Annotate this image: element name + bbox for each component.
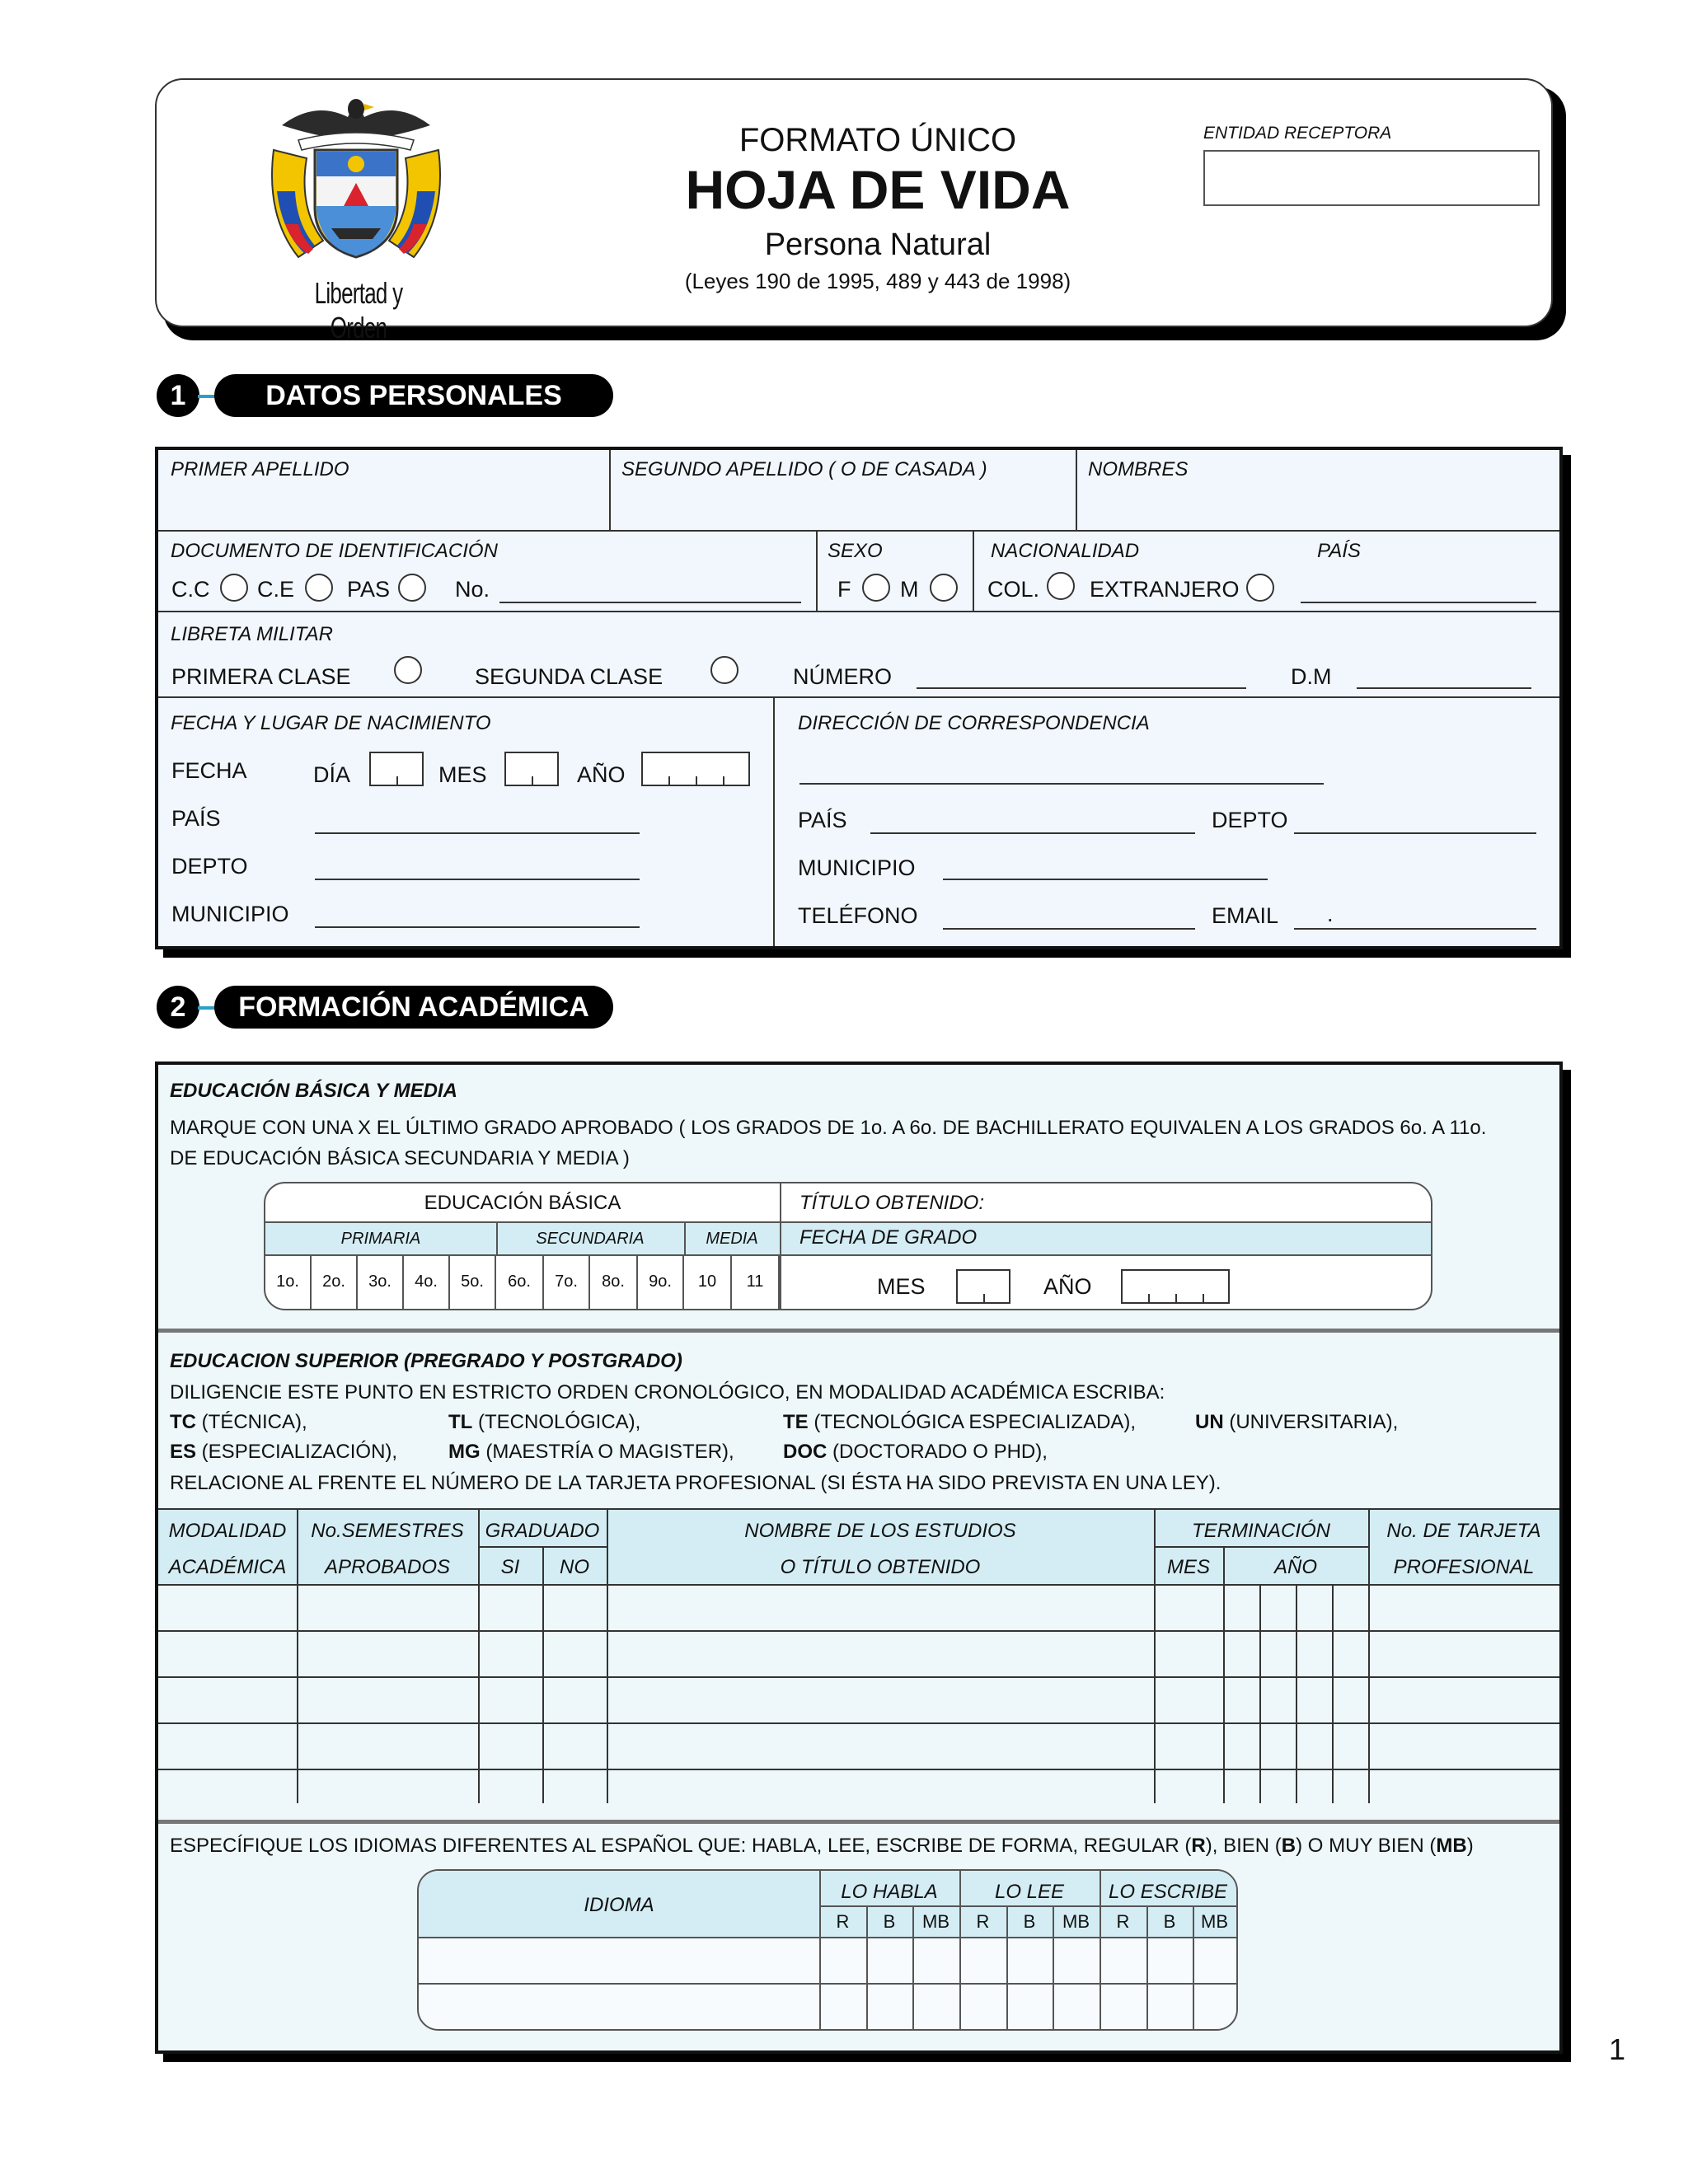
- lo-escribe-label: LO ESCRIBE: [1108, 1881, 1228, 1903]
- nac-pais-input[interactable]: [315, 832, 640, 834]
- modalidad-code: TE: [783, 1411, 809, 1433]
- modalidad-text: (TECNOLÓGICA ESPECIALIZADA),: [808, 1411, 1137, 1433]
- ce-label: C.E: [257, 577, 295, 602]
- grades-line-1: [265, 1221, 1431, 1223]
- level-header-mb: MB: [1062, 1911, 1090, 1932]
- nacionalidad-label: NACIONALIDAD: [991, 540, 1140, 562]
- mes-input[interactable]: [504, 752, 559, 786]
- modalidad-text: (ESPECIALIZACIÓN),: [196, 1441, 398, 1463]
- idiomas-text-a: ESPECÍFIQUE LOS IDIOMAS DIFERENTES AL ESPAÑOL QUE: HABLA, LEE, ESCRIBE DE FORMA, REGULAR (: [170, 1835, 1192, 1857]
- dia-tick: [396, 776, 398, 786]
- col-nombre-1: NOMBRE DE LOS ESTUDIOS: [744, 1520, 1016, 1542]
- modalidad-un: [1195, 1411, 1398, 1434]
- secundaria-label: SECUNDARIA: [536, 1230, 645, 1248]
- grade-cell-4[interactable]: 4o.: [404, 1254, 450, 1309]
- nombres-label: NOMBRES: [1088, 458, 1189, 480]
- modalidad-text: (DOCTORADO O PHD),: [827, 1441, 1048, 1463]
- col-modalidad-1: MODALIDAD: [168, 1520, 287, 1542]
- grades-table: [264, 1182, 1432, 1310]
- level-header-b: B: [1023, 1911, 1036, 1932]
- modalidad-code: TC: [170, 1411, 196, 1433]
- email-label: EMAIL: [1212, 903, 1279, 928]
- nac-depto-input[interactable]: [315, 879, 640, 880]
- dir-municipio-label: MUNICIPIO: [798, 855, 916, 880]
- section1-title: DATOS PERSONALES: [214, 374, 613, 417]
- cc-label: C.C: [171, 577, 210, 602]
- mes-tick: [532, 776, 533, 786]
- grado-anio-label: AÑO: [1043, 1274, 1092, 1299]
- col-terminacion: TERMINACIÓN: [1192, 1520, 1330, 1542]
- superior-table-row[interactable]: [158, 1770, 1559, 1803]
- media-label: MEDIA: [706, 1230, 758, 1248]
- level-header-mb: MB: [1201, 1911, 1228, 1932]
- fecha-label: FECHA: [171, 758, 247, 783]
- mes-label: MES: [438, 762, 487, 787]
- grado-mes-label: MES: [877, 1274, 926, 1299]
- dir-depto-label: DEPTO: [1212, 808, 1288, 832]
- nac-depto-label: DEPTO: [171, 854, 248, 879]
- dir-municipio-input[interactable]: [943, 879, 1268, 880]
- grade-cell-2[interactable]: 2o.: [312, 1254, 358, 1309]
- col-term-anio: AÑO: [1273, 1556, 1317, 1578]
- col-no: NO: [560, 1556, 589, 1578]
- nac-pais-label: PAÍS: [171, 806, 221, 831]
- m-radio[interactable]: [930, 574, 958, 602]
- col-semestres-2: APROBADOS: [324, 1556, 451, 1578]
- idiomas-table: [417, 1869, 1238, 2031]
- modalidad-tl: [448, 1411, 640, 1434]
- level-header-b: B: [883, 1911, 896, 1932]
- modalidad-code: TL: [448, 1411, 473, 1433]
- grade-cell-7[interactable]: 7o.: [544, 1254, 590, 1309]
- superior-table-row[interactable]: [158, 1586, 1559, 1630]
- coat-of-arms-logo: [265, 92, 447, 282]
- anio-tick-3: [723, 776, 724, 786]
- nac-municipio-label: MUNICIPIO: [171, 902, 289, 926]
- documento-label: DOCUMENTO DE IDENTIFICACIÓN: [171, 540, 498, 562]
- superior-intro: DILIGENCIE ESTE PUNTO EN ESTRICTO ORDEN CRONOLÓGICO, EN MODALIDAD ACADÉMICA ESCRIBA:: [170, 1381, 1165, 1404]
- nac-municipio-input[interactable]: [315, 926, 640, 928]
- anio-label: AÑO: [577, 762, 626, 787]
- anio-input[interactable]: [641, 752, 750, 786]
- pas-label: PAS: [347, 577, 391, 602]
- idiomas-b: B: [1281, 1835, 1296, 1857]
- modalidad-mg: [448, 1441, 734, 1464]
- level-header-r: R: [976, 1911, 990, 1932]
- extranjero-label: EXTRANJERO: [1090, 577, 1240, 602]
- section1-number: 1: [157, 374, 199, 417]
- section2-title: FORMACIÓN ACADÉMICA: [214, 986, 613, 1029]
- dia-label: DÍA: [313, 762, 351, 787]
- col-graduado: GRADUADO: [485, 1520, 600, 1542]
- segunda-clase-radio[interactable]: [710, 656, 738, 684]
- entity-label: ENTIDAD RECEPTORA: [1203, 124, 1392, 143]
- page-number: 1: [1609, 2032, 1626, 2066]
- no-label: No.: [455, 577, 490, 602]
- basica-title: EDUCACIÓN BÁSICA Y MEDIA: [170, 1080, 457, 1102]
- fecha-grado-label: FECHA DE GRADO: [799, 1226, 978, 1249]
- fecha-lugar-label: FECHA Y LUGAR DE NACIMIENTO: [171, 712, 491, 734]
- col-nombre-2: O TÍTULO OBTENIDO: [780, 1556, 981, 1578]
- sup-hline-graduado: [478, 1546, 607, 1548]
- grado-mes-tick: [983, 1294, 985, 1304]
- modalidad-code: DOC: [783, 1441, 828, 1463]
- grado-mes-input[interactable]: [956, 1269, 1010, 1304]
- grado-anio-tick-1: [1148, 1294, 1150, 1304]
- sexo-label: SEXO: [828, 540, 883, 562]
- col-term-mes: MES: [1166, 1556, 1210, 1578]
- level-header-r: R: [1116, 1911, 1130, 1932]
- modalidad-te: [783, 1411, 1136, 1434]
- s1-col-divider-3: [816, 532, 818, 611]
- direccion-input[interactable]: [799, 783, 1324, 785]
- anio-tick-1: [668, 776, 670, 786]
- telefono-input[interactable]: [943, 928, 1195, 930]
- email-dot: .: [1327, 902, 1334, 926]
- modalidad-text: (TÉCNICA),: [196, 1411, 307, 1433]
- s1-col-divider-1: [609, 450, 611, 530]
- grado-anio-tick-3: [1203, 1294, 1204, 1304]
- form-subtitle: Persona Natural: [764, 227, 992, 262]
- grade-cell-3[interactable]: 3o.: [358, 1254, 404, 1309]
- lo-habla-label: LO HABLA: [841, 1881, 938, 1903]
- primer-apellido-label: PRIMER APELLIDO: [171, 458, 349, 480]
- grade-cell-11[interactable]: 11: [732, 1254, 780, 1309]
- idioma-label: IDIOMA: [584, 1894, 654, 1916]
- form-line1: FORMATO ÚNICO: [738, 122, 1017, 158]
- pas-radio[interactable]: [398, 574, 426, 602]
- modalidad-text: (MAESTRÍA O MAGISTER),: [480, 1441, 734, 1463]
- idiomas-text: [170, 1835, 1474, 1858]
- col-label: COL.: [987, 577, 1040, 602]
- anio-tick-2: [696, 776, 697, 786]
- col-semestres-1: No.SEMESTRES: [311, 1520, 464, 1542]
- idiomas-text-d: ): [1466, 1835, 1474, 1857]
- extranjero-radio[interactable]: [1246, 574, 1274, 602]
- grade-cell-1[interactable]: 1o.: [265, 1254, 312, 1309]
- pais-nacionalidad-input[interactable]: [1301, 602, 1536, 603]
- modalidad-es: [170, 1441, 397, 1464]
- modalidad-code: ES: [170, 1441, 197, 1463]
- idiomas-r: R: [1191, 1835, 1206, 1857]
- modalidad-text: (TECNOLÓGICA),: [472, 1411, 641, 1433]
- grade-cell-6[interactable]: 6o.: [496, 1254, 544, 1309]
- grade-cell-10[interactable]: 10: [684, 1254, 732, 1309]
- col-radio[interactable]: [1047, 572, 1075, 600]
- idiomas-mb: MB: [1436, 1835, 1467, 1857]
- form-laws: (Leyes 190 de 1995, 489 y 443 de 1998): [684, 269, 1071, 293]
- document-number-input[interactable]: [499, 602, 801, 603]
- dm-label: D.M: [1291, 664, 1332, 689]
- modalidad-tc: [170, 1411, 307, 1434]
- idiomas-text-b: ), BIEN (: [1205, 1835, 1282, 1857]
- basica-text: MARQUE CON UNA X EL ÚLTIMO GRADO APROBADO ( LOS GRADOS DE 1o. A 6o. DE BACHILLERATO EQUIVALEN A LOS GRADOS 6o. A 11o. DE EDUCACIÓN BÁSICA SECUNDARIA Y MEDIA ): [170, 1117, 1487, 1169]
- dia-input[interactable]: [369, 752, 424, 786]
- s2-divider-1: [158, 1329, 1559, 1333]
- page-title: HOJA DE VIDA: [685, 159, 1071, 220]
- dir-depto-input[interactable]: [1294, 832, 1536, 834]
- s1-col-divider-4: [973, 532, 974, 611]
- segundo-apellido-label: SEGUNDO APELLIDO ( O DE CASADA ): [621, 458, 987, 480]
- modalidad-doc: [783, 1441, 1048, 1464]
- grado-anio-input[interactable]: [1121, 1269, 1230, 1304]
- s1-row-divider-2: [158, 611, 1559, 612]
- numero-label: NÚMERO: [793, 664, 892, 689]
- ce-radio[interactable]: [305, 574, 333, 602]
- level-header-r: R: [836, 1911, 850, 1932]
- level-header-b: B: [1163, 1911, 1176, 1932]
- modalidad-text: (UNIVERSITARIA),: [1223, 1411, 1399, 1433]
- idiomas-row[interactable]: [419, 1985, 1236, 2031]
- sup-hline-top: [158, 1508, 1559, 1510]
- s2-divider-2: [158, 1820, 1559, 1824]
- dm-input[interactable]: [1357, 687, 1531, 689]
- idiomas-row[interactable]: [419, 1938, 1236, 1983]
- col-tarjeta-1: No. DE TARJETA: [1386, 1520, 1541, 1542]
- s1-col-divider-2: [1076, 450, 1077, 530]
- telefono-label: TELÉFONO: [798, 903, 918, 928]
- col-tarjeta-2: PROFESIONAL: [1393, 1556, 1535, 1578]
- superior-table-row[interactable]: [158, 1678, 1559, 1722]
- cc-radio[interactable]: [220, 574, 248, 602]
- s1-row-divider-1: [158, 530, 1559, 532]
- titulo-obtenido-label: TÍTULO OBTENIDO:: [799, 1192, 985, 1214]
- libreta-label: LIBRETA MILITAR: [171, 623, 333, 645]
- s1-row-divider-3: [158, 696, 1559, 698]
- grade-cell-5[interactable]: 5o.: [450, 1254, 496, 1309]
- m-label: M: [900, 577, 919, 602]
- edu-basica-label: EDUCACIÓN BÁSICA: [424, 1192, 621, 1214]
- modalidad-code: MG: [448, 1441, 481, 1463]
- primera-clase-radio[interactable]: [394, 656, 422, 684]
- f-radio[interactable]: [862, 574, 890, 602]
- sup-hline-terminacion: [1154, 1546, 1368, 1548]
- col-si: SI: [500, 1556, 520, 1578]
- superior-table-row[interactable]: [158, 1632, 1559, 1676]
- primera-clase-label: PRIMERA CLASE: [171, 664, 351, 689]
- section2-number: 2: [157, 986, 199, 1029]
- superior-table-row[interactable]: [158, 1724, 1559, 1769]
- segunda-clase-label: SEGUNDA CLASE: [475, 664, 663, 689]
- modalidad-code: UN: [1195, 1411, 1224, 1433]
- idiomas-text-c: ) O MUY BIEN (: [1296, 1835, 1437, 1857]
- direccion-label: DIRECCIÓN DE CORRESPONDENCIA: [798, 712, 1150, 734]
- dir-pais-label: PAÍS: [798, 808, 847, 832]
- grades-vdiv: [780, 1183, 781, 1309]
- entity-input[interactable]: [1203, 150, 1540, 206]
- superior-title: EDUCACION SUPERIOR (PREGRADO Y POSTGRADO): [170, 1350, 682, 1372]
- s1-col-divider-5: [773, 698, 775, 946]
- superior-note: RELACIONE AL FRENTE EL NÚMERO DE LA TARJETA PROFESIONAL (SI ÉSTA HA SIDO PREVISTA EN UNA LEY).: [170, 1472, 1221, 1494]
- primaria-label: PRIMARIA: [340, 1230, 421, 1248]
- f-label: F: [837, 577, 851, 602]
- dir-pais-input[interactable]: [870, 832, 1195, 834]
- lo-lee-label: LO LEE: [994, 1881, 1065, 1903]
- libreta-numero-input[interactable]: [917, 687, 1246, 689]
- grade-cell-8[interactable]: 8o.: [590, 1254, 638, 1309]
- level-header-mb: MB: [922, 1911, 950, 1932]
- logo-motto: Libertad y Orden: [314, 276, 403, 344]
- grade-cell-9[interactable]: 9o.: [638, 1254, 684, 1309]
- grado-anio-tick-2: [1175, 1294, 1177, 1304]
- pais-nacionalidad-label: PAÍS: [1317, 540, 1361, 562]
- col-modalidad-2: ACADÉMICA: [168, 1556, 287, 1578]
- email-input[interactable]: [1294, 928, 1536, 930]
